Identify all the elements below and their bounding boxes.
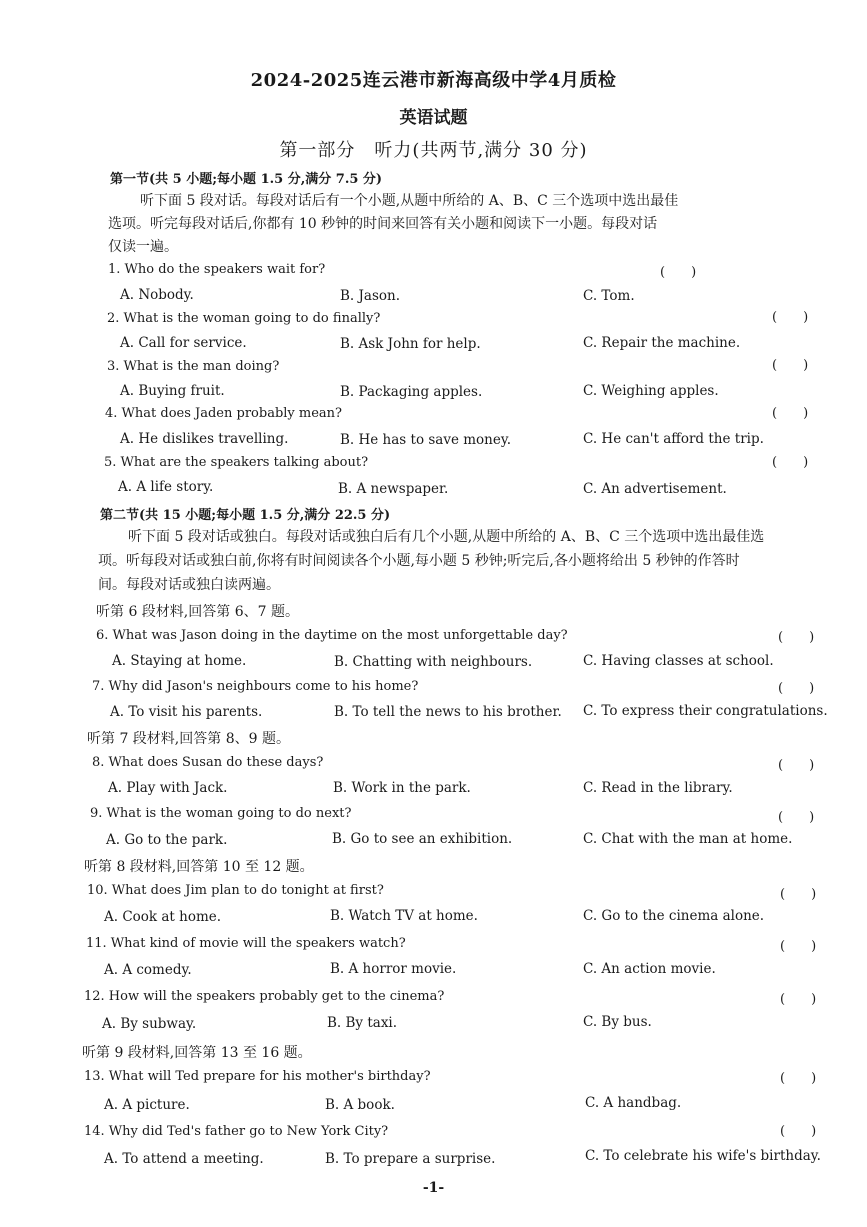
option-12b: B. By taxi. <box>327 1015 398 1031</box>
option-2a: A. Call for service. <box>120 335 247 351</box>
material-heading: 听第 7 段材料,回答第 8、9 题。 <box>87 731 290 747</box>
question-14: 14. Why did Ted's father go to New York City? <box>84 1124 389 1139</box>
option-5b: B. A newspaper. <box>338 481 449 497</box>
exam-title: 2024-2025连云港市新海高级中学4月质检 <box>250 70 617 91</box>
option-11b: B. A horror movie. <box>330 961 457 977</box>
answer-blank-1[interactable]: ( ) <box>660 265 697 280</box>
option-6b: B. Chatting with neighbours. <box>334 654 533 670</box>
option-1b: B. Jason. <box>340 288 401 304</box>
option-3c: C. Weighing apples. <box>583 383 719 399</box>
material-heading: 听第 8 段材料,回答第 10 至 12 题。 <box>84 859 314 875</box>
question-10: 10. What does Jim plan to do tonight at first? <box>87 883 384 898</box>
answer-blank-13[interactable]: ( ) <box>780 1071 817 1086</box>
page-number: -1- <box>422 1180 445 1196</box>
option-14b: B. To prepare a surprise. <box>325 1151 496 1167</box>
answer-blank-8[interactable]: ( ) <box>778 758 815 773</box>
question-8: 8. What does Susan do these days? <box>92 755 324 770</box>
option-2b: B. Ask John for help. <box>340 336 481 352</box>
section1-instruction-line: 选项。听完每段对话后,你都有 10 秒钟的时间来回答有关小题和阅读下一小题。每段对话 <box>108 216 658 232</box>
answer-blank-4[interactable]: ( ) <box>772 406 809 421</box>
option-8a: A. Play with Jack. <box>108 780 228 796</box>
option-9a: A. Go to the park. <box>106 832 228 848</box>
question-13: 13. What will Ted prepare for his mother's birthday? <box>84 1069 431 1084</box>
exam-subtitle: 英语试题 <box>399 108 468 128</box>
option-9c: C. Chat with the man at home. <box>583 831 793 847</box>
answer-blank-3[interactable]: ( ) <box>772 358 809 373</box>
section2-instruction-line: 间。每段对话或独白读两遍。 <box>98 577 280 593</box>
answer-blank-6[interactable]: ( ) <box>778 630 815 645</box>
question-5: 5. What are the speakers talking about? <box>104 455 369 470</box>
option-4c: C. He can't afford the trip. <box>583 431 764 447</box>
option-7c: C. To express their congratulations. <box>583 703 828 719</box>
option-11c: C. An action movie. <box>583 961 716 977</box>
section2-heading: 第二节(共 15 小题;每小题 1.5 分,满分 22.5 分) <box>100 508 391 523</box>
answer-blank-11[interactable]: ( ) <box>780 939 817 954</box>
option-2c: C. Repair the machine. <box>583 335 741 351</box>
option-7a: A. To visit his parents. <box>110 704 263 720</box>
question-6: 6. What was Jason doing in the daytime on the most unforgettable day? <box>96 628 568 643</box>
option-1a: A. Nobody. <box>120 287 194 303</box>
option-10b: B. Watch TV at home. <box>330 908 478 924</box>
option-4a: A. He dislikes travelling. <box>120 431 289 447</box>
question-3: 3. What is the man doing? <box>107 359 280 374</box>
section1-instruction-line: 仅读一遍。 <box>108 239 178 255</box>
option-6a: A. Staying at home. <box>112 653 247 669</box>
answer-blank-2[interactable]: ( ) <box>772 310 809 325</box>
option-7b: B. To tell the news to his brother. <box>334 704 562 720</box>
option-8c: C. Read in the library. <box>583 780 733 796</box>
option-6c: C. Having classes at school. <box>583 653 774 669</box>
option-3b: B. Packaging apples. <box>340 384 483 400</box>
option-4b: B. He has to save money. <box>340 432 511 448</box>
material-heading: 听第 9 段材料,回答第 13 至 16 题。 <box>82 1045 312 1061</box>
question-11: 11. What kind of movie will the speakers watch? <box>86 936 406 951</box>
option-12c: C. By bus. <box>583 1014 652 1030</box>
answer-blank-7[interactable]: ( ) <box>778 681 815 696</box>
question-2: 2. What is the woman going to do finally? <box>107 311 381 326</box>
section1-heading: 第一节(共 5 小题;每小题 1.5 分,满分 7.5 分) <box>110 172 383 187</box>
question-9: 9. What is the woman going to do next? <box>90 806 352 821</box>
question-12: 12. How will the speakers probably get to the cinema? <box>84 989 445 1004</box>
option-13c: C. A handbag. <box>585 1095 682 1111</box>
option-14c: C. To celebrate his wife's birthday. <box>585 1148 821 1164</box>
answer-blank-10[interactable]: ( ) <box>780 887 817 902</box>
option-9b: B. Go to see an exhibition. <box>332 831 513 847</box>
option-12a: A. By subway. <box>102 1016 197 1032</box>
material-heading: 听第 6 段材料,回答第 6、7 题。 <box>96 604 299 620</box>
option-13b: B. A book. <box>325 1097 395 1113</box>
option-11a: A. A comedy. <box>104 962 192 978</box>
option-5a: A. A life story. <box>118 479 214 495</box>
answer-blank-5[interactable]: ( ) <box>772 455 809 470</box>
option-10c: C. Go to the cinema alone. <box>583 908 765 924</box>
option-5c: C. An advertisement. <box>583 481 727 497</box>
answer-blank-9[interactable]: ( ) <box>778 810 815 825</box>
section2-instruction-line: 项。听每段对话或独白前,你将有时间阅读各个小题,每小题 5 秒钟;听完后,各小题将给出 5 秒钟的作答时 <box>98 553 740 569</box>
answer-blank-14[interactable]: ( ) <box>780 1124 817 1139</box>
option-8b: B. Work in the park. <box>333 780 471 796</box>
section2-instruction-line: 听下面 5 段对话或独白。每段对话或独白后有几个小题,从题中所给的 A、B、C 三个选项中选出最佳选 <box>128 529 765 545</box>
option-3a: A. Buying fruit. <box>120 383 225 399</box>
question-4: 4. What does Jaden probably mean? <box>105 406 343 421</box>
question-7: 7. Why did Jason's neighbours come to his home? <box>92 679 419 694</box>
answer-blank-12[interactable]: ( ) <box>780 992 817 1007</box>
question-1: 1. Who do the speakers wait for? <box>108 262 326 277</box>
option-1c: C. Tom. <box>583 288 635 304</box>
part-heading: 第一部分 听力(共两节,满分 30 分) <box>279 140 588 161</box>
option-14a: A. To attend a meeting. <box>104 1151 264 1167</box>
option-13a: A. A picture. <box>104 1097 190 1113</box>
option-10a: A. Cook at home. <box>104 909 222 925</box>
section1-instruction-line: 听下面 5 段对话。每段对话后有一个小题,从题中所给的 A、B、C 三个选项中选出最佳 <box>140 193 679 209</box>
